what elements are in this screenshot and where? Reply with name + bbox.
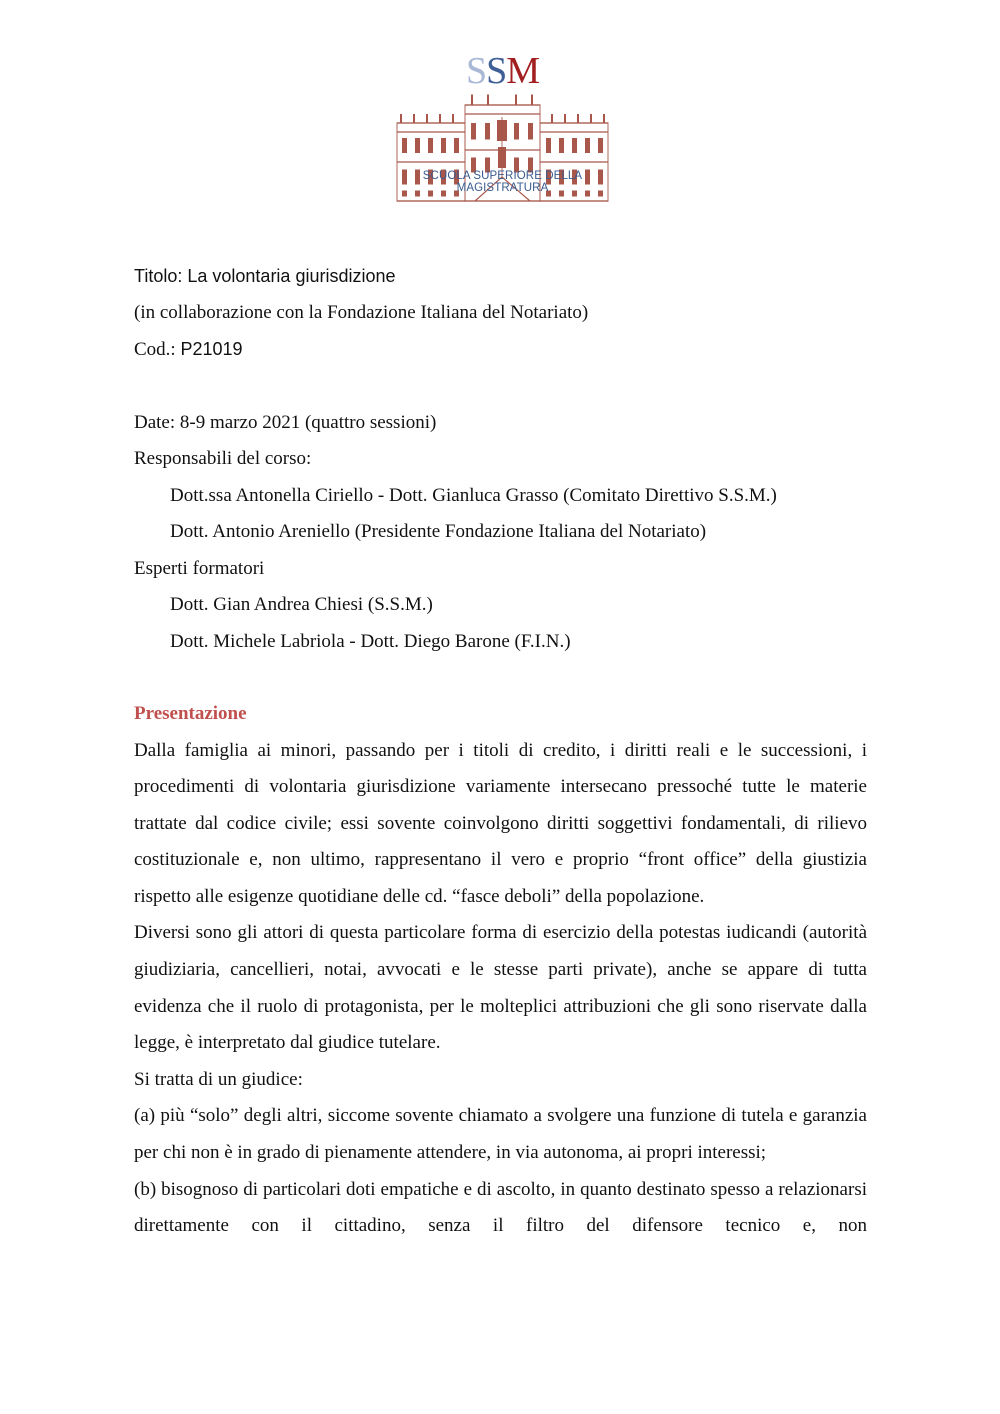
esperto-item: Dott. Michele Labriola - Dott. Diego Barone (F.I.N.) bbox=[170, 630, 571, 652]
course-code bbox=[134, 331, 867, 369]
responsabile-item: Dott.ssa Antonella Ciriello - Dott. Gianluca Grasso (Comitato Direttivo S.S.M.) bbox=[170, 484, 777, 506]
esperti-label: Esperti formatori bbox=[134, 557, 265, 579]
course-title bbox=[134, 258, 867, 295]
spacer bbox=[134, 369, 867, 405]
responsabile-item: Dott. Antonio Areniello (Presidente Fondazione Italiana del Notariato) bbox=[170, 521, 707, 542]
ssm-logo bbox=[390, 50, 615, 194]
logo-caption: SCUOLA SUPERIORE DELLA MAGISTRATURA bbox=[422, 170, 583, 194]
list-item-a: (a) più “solo” degli altri, siccome sovente chiamato a svolgere una funzione di tutela e garanzia per chi non è in grado di pienamente attendere, in via autonoma, ai propri interessi; bbox=[134, 1105, 867, 1164]
course-title-label: Titolo: bbox=[134, 266, 183, 286]
logo-acronym: SSM bbox=[465, 50, 540, 92]
paragraph: Si tratta di un giudice: bbox=[134, 1068, 303, 1090]
course-code-label: Cod.: bbox=[134, 339, 176, 360]
course-dates: Date: 8-9 marzo 2021 (quattro sessioni) bbox=[134, 411, 437, 433]
spacer bbox=[134, 660, 867, 696]
section-heading-presentazione: Presentazione bbox=[134, 703, 247, 724]
document-body bbox=[134, 258, 867, 1245]
paragraph: Diversi sono gli attori di questa particolare forma di esercizio della potestas iudicandi (autorità giudiziaria, cancellieri, notai, avvocati e le stesse parti private), anche se appare di tutta evidenza che il ruolo di protagonista, per le molteplici attribuzioni che gli sono riservate dalla legge, è interpretato dal giudice tutelare. bbox=[134, 922, 867, 1054]
course-collaboration: (in collaborazione con la Fondazione Italiana del Notariato) bbox=[134, 301, 589, 323]
course-title-value: La volontaria giurisdizione bbox=[187, 266, 396, 286]
esperto-item: Dott. Gian Andrea Chiesi (S.S.M.) bbox=[170, 594, 433, 615]
list-item-b: (b) bisognoso di particolari doti empatiche e di ascolto, in quanto destinato spesso a relazionarsi direttamente con il cittadino, senza il filtro del difensore tecnico e, non bbox=[134, 1178, 867, 1237]
responsabili-label: Responsabili del corso: bbox=[134, 448, 312, 469]
paragraph: Dalla famiglia ai minori, passando per i titoli di credito, i diritti reali e le successioni, i procedimenti di volontaria giurisdizione variamente intersecano pressoché tutte le materie trattate dal codice civile; essi sovente coinvolgono diritti soggettivi fondamentali, di rilievo costituzionale e, non ultimo, rappresentano il vero e proprio “front office” della giustizia rispetto alle esigenze quotidiane delle cd. “fasce deboli” della popolazione. bbox=[134, 739, 867, 907]
course-code-value: P21019 bbox=[180, 339, 243, 359]
